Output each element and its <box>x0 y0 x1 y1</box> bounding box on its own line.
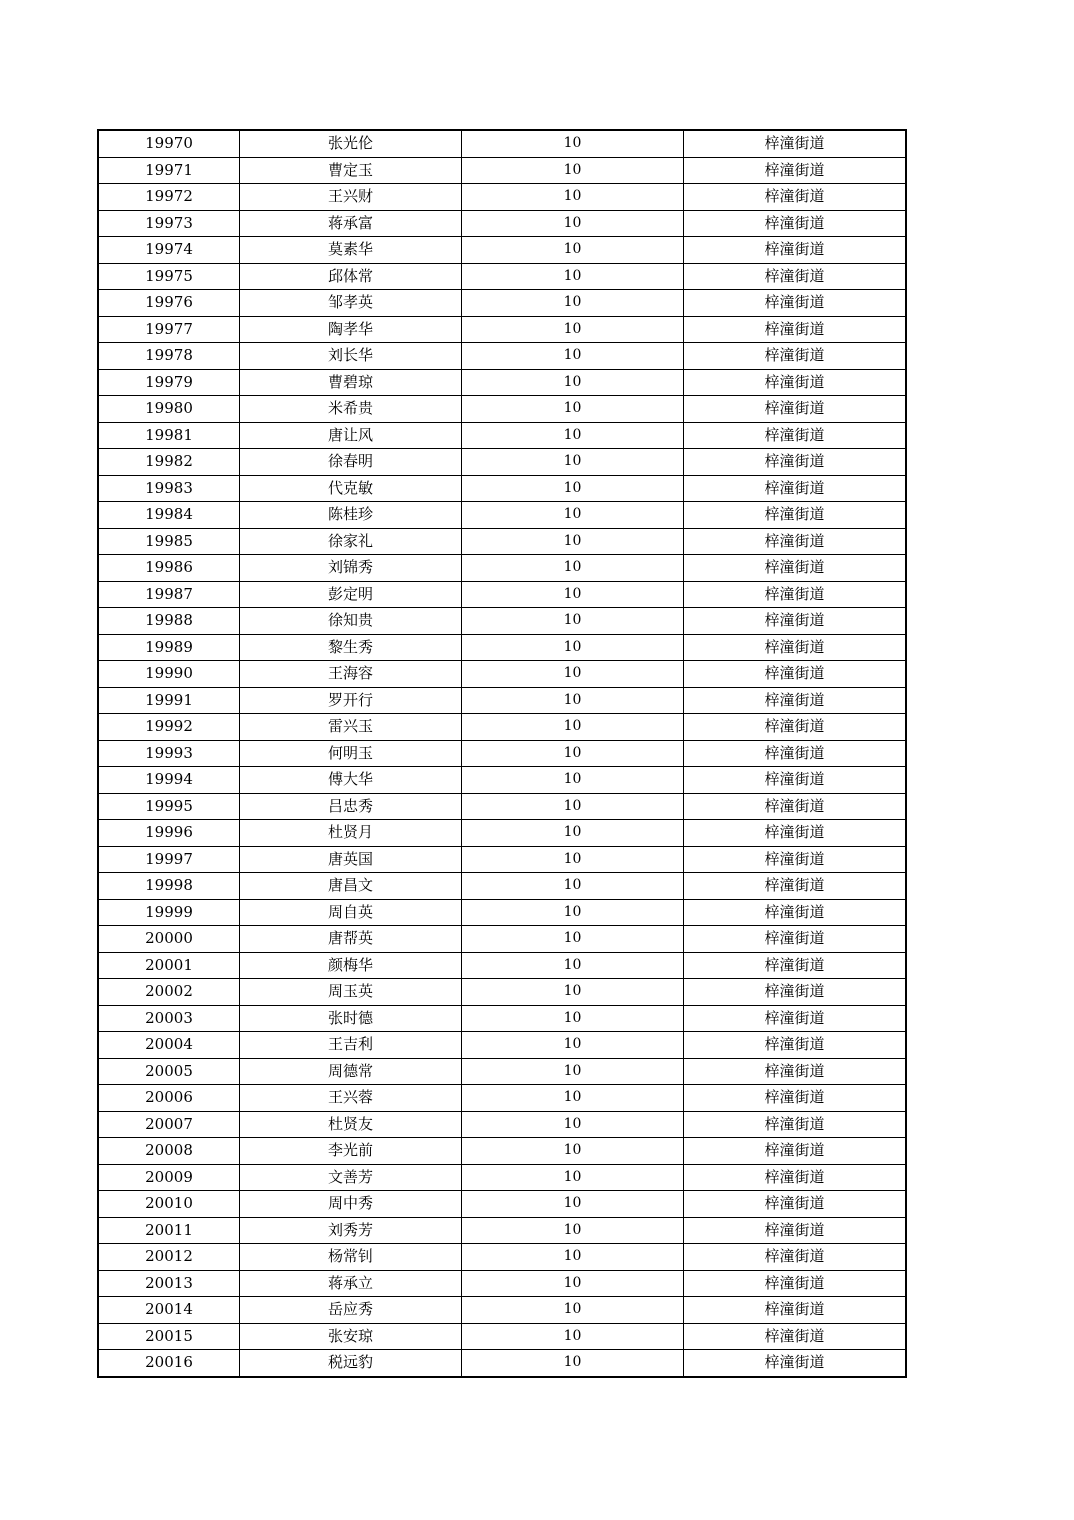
table-row <box>98 634 906 661</box>
table-row <box>98 555 906 582</box>
table-row <box>98 873 906 900</box>
cell-amount: 10 <box>462 687 684 714</box>
cell-street: 梓潼街道 <box>684 157 907 184</box>
cell-amount: 10 <box>462 846 684 873</box>
cell-person-name: 邹孝英 <box>240 290 462 317</box>
cell-serial-number: 20001 <box>98 952 240 979</box>
cell-street: 梓潼街道 <box>684 422 907 449</box>
cell-person-name: 杜贤月 <box>240 820 462 847</box>
cell-amount: 10 <box>462 475 684 502</box>
table-row <box>98 1217 906 1244</box>
cell-amount: 10 <box>462 1111 684 1138</box>
cell-street: 梓潼街道 <box>684 290 907 317</box>
cell-person-name: 李光前 <box>240 1138 462 1165</box>
cell-person-name: 税远豹 <box>240 1350 462 1377</box>
table-row <box>98 581 906 608</box>
cell-person-name: 王吉利 <box>240 1032 462 1059</box>
cell-serial-number: 19991 <box>98 687 240 714</box>
cell-street: 梓潼街道 <box>684 740 907 767</box>
cell-person-name: 刘锦秀 <box>240 555 462 582</box>
cell-amount: 10 <box>462 1058 684 1085</box>
cell-street: 梓潼街道 <box>684 343 907 370</box>
cell-person-name: 王海容 <box>240 661 462 688</box>
table-row <box>98 846 906 873</box>
cell-serial-number: 20003 <box>98 1005 240 1032</box>
cell-street: 梓潼街道 <box>684 979 907 1006</box>
table-row <box>98 952 906 979</box>
cell-person-name: 米希贵 <box>240 396 462 423</box>
table-row <box>98 1032 906 1059</box>
cell-person-name: 颜梅华 <box>240 952 462 979</box>
cell-street: 梓潼街道 <box>684 714 907 741</box>
cell-amount: 10 <box>462 343 684 370</box>
cell-serial-number: 20007 <box>98 1111 240 1138</box>
cell-amount: 10 <box>462 1191 684 1218</box>
cell-amount: 10 <box>462 1323 684 1350</box>
table-row <box>98 1350 906 1377</box>
cell-street: 梓潼街道 <box>684 210 907 237</box>
cell-person-name: 唐昌文 <box>240 873 462 900</box>
cell-serial-number: 20012 <box>98 1244 240 1271</box>
cell-serial-number: 19994 <box>98 767 240 794</box>
cell-serial-number: 19983 <box>98 475 240 502</box>
table-row <box>98 475 906 502</box>
cell-street: 梓潼街道 <box>684 130 907 157</box>
cell-serial-number: 20008 <box>98 1138 240 1165</box>
cell-amount: 10 <box>462 1244 684 1271</box>
table-row <box>98 1058 906 1085</box>
table-row <box>98 237 906 264</box>
table-row <box>98 793 906 820</box>
table-row <box>98 130 906 157</box>
cell-person-name: 徐家礼 <box>240 528 462 555</box>
cell-person-name: 蒋承立 <box>240 1270 462 1297</box>
cell-person-name: 曹定玉 <box>240 157 462 184</box>
cell-street: 梓潼街道 <box>684 1270 907 1297</box>
cell-amount: 10 <box>462 237 684 264</box>
cell-amount: 10 <box>462 184 684 211</box>
cell-person-name: 王兴财 <box>240 184 462 211</box>
cell-serial-number: 19970 <box>98 130 240 157</box>
cell-person-name: 陈桂珍 <box>240 502 462 529</box>
cell-street: 梓潼街道 <box>684 316 907 343</box>
cell-serial-number: 19974 <box>98 237 240 264</box>
cell-amount: 10 <box>462 952 684 979</box>
cell-serial-number: 19998 <box>98 873 240 900</box>
table-row <box>98 1191 906 1218</box>
cell-serial-number: 19989 <box>98 634 240 661</box>
cell-serial-number: 19979 <box>98 369 240 396</box>
cell-street: 梓潼街道 <box>684 608 907 635</box>
cell-serial-number: 20005 <box>98 1058 240 1085</box>
cell-person-name: 周玉英 <box>240 979 462 1006</box>
table-row <box>98 661 906 688</box>
cell-amount: 10 <box>462 1032 684 1059</box>
table-row <box>98 1270 906 1297</box>
cell-serial-number: 20009 <box>98 1164 240 1191</box>
table-row <box>98 343 906 370</box>
cell-person-name: 曹碧琼 <box>240 369 462 396</box>
table-row <box>98 714 906 741</box>
cell-street: 梓潼街道 <box>684 1217 907 1244</box>
table-row <box>98 608 906 635</box>
cell-amount: 10 <box>462 740 684 767</box>
cell-serial-number: 20015 <box>98 1323 240 1350</box>
cell-street: 梓潼街道 <box>684 555 907 582</box>
cell-person-name: 周中秀 <box>240 1191 462 1218</box>
table-row <box>98 740 906 767</box>
cell-street: 梓潼街道 <box>684 926 907 953</box>
table-row <box>98 820 906 847</box>
cell-amount: 10 <box>462 449 684 476</box>
table-row <box>98 767 906 794</box>
table-row <box>98 899 906 926</box>
table-row <box>98 1244 906 1271</box>
cell-street: 梓潼街道 <box>684 449 907 476</box>
cell-serial-number: 20004 <box>98 1032 240 1059</box>
cell-serial-number: 19971 <box>98 157 240 184</box>
cell-amount: 10 <box>462 157 684 184</box>
cell-serial-number: 19999 <box>98 899 240 926</box>
cell-street: 梓潼街道 <box>684 820 907 847</box>
table-row <box>98 1297 906 1324</box>
cell-street: 梓潼街道 <box>684 661 907 688</box>
cell-amount: 10 <box>462 1085 684 1112</box>
cell-serial-number: 19976 <box>98 290 240 317</box>
cell-street: 梓潼街道 <box>684 1244 907 1271</box>
cell-person-name: 周自英 <box>240 899 462 926</box>
cell-amount: 10 <box>462 899 684 926</box>
table-row <box>98 290 906 317</box>
cell-amount: 10 <box>462 581 684 608</box>
cell-serial-number: 20006 <box>98 1085 240 1112</box>
cell-street: 梓潼街道 <box>684 1058 907 1085</box>
cell-amount: 10 <box>462 608 684 635</box>
table-row <box>98 210 906 237</box>
cell-serial-number: 20011 <box>98 1217 240 1244</box>
cell-amount: 10 <box>462 926 684 953</box>
cell-serial-number: 20013 <box>98 1270 240 1297</box>
cell-amount: 10 <box>462 634 684 661</box>
cell-amount: 10 <box>462 1217 684 1244</box>
cell-street: 梓潼街道 <box>684 1191 907 1218</box>
cell-street: 梓潼街道 <box>684 528 907 555</box>
cell-amount: 10 <box>462 1297 684 1324</box>
cell-person-name: 邱体常 <box>240 263 462 290</box>
cell-person-name: 何明玉 <box>240 740 462 767</box>
cell-street: 梓潼街道 <box>684 502 907 529</box>
cell-amount: 10 <box>462 1270 684 1297</box>
table-row <box>98 1085 906 1112</box>
cell-person-name: 岳应秀 <box>240 1297 462 1324</box>
cell-serial-number: 19990 <box>98 661 240 688</box>
cell-serial-number: 19992 <box>98 714 240 741</box>
cell-street: 梓潼街道 <box>684 184 907 211</box>
cell-street: 梓潼街道 <box>684 1085 907 1112</box>
cell-street: 梓潼街道 <box>684 1005 907 1032</box>
table-row <box>98 687 906 714</box>
table-row <box>98 1111 906 1138</box>
cell-street: 梓潼街道 <box>684 634 907 661</box>
cell-serial-number: 19985 <box>98 528 240 555</box>
cell-person-name: 文善芳 <box>240 1164 462 1191</box>
cell-street: 梓潼街道 <box>684 1323 907 1350</box>
cell-amount: 10 <box>462 714 684 741</box>
table-row <box>98 157 906 184</box>
table-row <box>98 449 906 476</box>
table-row <box>98 528 906 555</box>
cell-amount: 10 <box>462 316 684 343</box>
cell-person-name: 张时德 <box>240 1005 462 1032</box>
cell-street: 梓潼街道 <box>684 237 907 264</box>
table-row <box>98 263 906 290</box>
cell-serial-number: 19973 <box>98 210 240 237</box>
cell-amount: 10 <box>462 661 684 688</box>
cell-person-name: 莫素华 <box>240 237 462 264</box>
cell-person-name: 彭定明 <box>240 581 462 608</box>
table-row <box>98 1164 906 1191</box>
cell-street: 梓潼街道 <box>684 873 907 900</box>
cell-street: 梓潼街道 <box>684 581 907 608</box>
cell-amount: 10 <box>462 263 684 290</box>
cell-serial-number: 19986 <box>98 555 240 582</box>
cell-serial-number: 19993 <box>98 740 240 767</box>
cell-amount: 10 <box>462 767 684 794</box>
cell-amount: 10 <box>462 422 684 449</box>
table-row <box>98 396 906 423</box>
cell-person-name: 唐帮英 <box>240 926 462 953</box>
cell-serial-number: 20010 <box>98 1191 240 1218</box>
cell-serial-number: 20000 <box>98 926 240 953</box>
cell-amount: 10 <box>462 1005 684 1032</box>
cell-amount: 10 <box>462 396 684 423</box>
table-row <box>98 1323 906 1350</box>
cell-amount: 10 <box>462 793 684 820</box>
cell-person-name: 刘秀芳 <box>240 1217 462 1244</box>
cell-serial-number: 19977 <box>98 316 240 343</box>
cell-street: 梓潼街道 <box>684 1164 907 1191</box>
table-row <box>98 369 906 396</box>
cell-person-name: 杜贤友 <box>240 1111 462 1138</box>
cell-person-name: 唐让风 <box>240 422 462 449</box>
cell-serial-number: 20016 <box>98 1350 240 1377</box>
cell-street: 梓潼街道 <box>684 899 907 926</box>
cell-person-name: 黎生秀 <box>240 634 462 661</box>
cell-person-name: 杨常钊 <box>240 1244 462 1271</box>
cell-serial-number: 19984 <box>98 502 240 529</box>
cell-person-name: 唐英国 <box>240 846 462 873</box>
cell-serial-number: 19978 <box>98 343 240 370</box>
cell-serial-number: 19995 <box>98 793 240 820</box>
table-row <box>98 1005 906 1032</box>
cell-street: 梓潼街道 <box>684 475 907 502</box>
cell-amount: 10 <box>462 528 684 555</box>
table-body <box>98 130 906 1377</box>
cell-person-name: 张安琼 <box>240 1323 462 1350</box>
cell-amount: 10 <box>462 873 684 900</box>
cell-street: 梓潼街道 <box>684 1138 907 1165</box>
table-row <box>98 1138 906 1165</box>
cell-person-name: 徐春明 <box>240 449 462 476</box>
cell-street: 梓潼街道 <box>684 952 907 979</box>
cell-person-name: 吕忠秀 <box>240 793 462 820</box>
cell-street: 梓潼街道 <box>684 846 907 873</box>
table-row <box>98 184 906 211</box>
cell-amount: 10 <box>462 1164 684 1191</box>
cell-serial-number: 19988 <box>98 608 240 635</box>
cell-street: 梓潼街道 <box>684 1111 907 1138</box>
cell-serial-number: 20002 <box>98 979 240 1006</box>
cell-amount: 10 <box>462 555 684 582</box>
table-row <box>98 502 906 529</box>
cell-serial-number: 19987 <box>98 581 240 608</box>
cell-street: 梓潼街道 <box>684 1032 907 1059</box>
cell-person-name: 徐知贵 <box>240 608 462 635</box>
cell-person-name: 陶孝华 <box>240 316 462 343</box>
cell-street: 梓潼街道 <box>684 263 907 290</box>
cell-person-name: 傅大华 <box>240 767 462 794</box>
cell-serial-number: 19982 <box>98 449 240 476</box>
cell-person-name: 王兴蓉 <box>240 1085 462 1112</box>
table-row <box>98 422 906 449</box>
cell-amount: 10 <box>462 1138 684 1165</box>
cell-serial-number: 19981 <box>98 422 240 449</box>
cell-amount: 10 <box>462 210 684 237</box>
cell-person-name: 蒋承富 <box>240 210 462 237</box>
cell-amount: 10 <box>462 130 684 157</box>
cell-serial-number: 19975 <box>98 263 240 290</box>
cell-amount: 10 <box>462 502 684 529</box>
cell-amount: 10 <box>462 369 684 396</box>
cell-person-name: 罗开行 <box>240 687 462 714</box>
table-row <box>98 979 906 1006</box>
cell-serial-number: 19996 <box>98 820 240 847</box>
table-row <box>98 316 906 343</box>
data-table <box>97 129 907 1378</box>
cell-person-name: 代克敏 <box>240 475 462 502</box>
cell-person-name: 周德常 <box>240 1058 462 1085</box>
cell-person-name: 雷兴玉 <box>240 714 462 741</box>
table-row <box>98 926 906 953</box>
cell-amount: 10 <box>462 290 684 317</box>
cell-serial-number: 19997 <box>98 846 240 873</box>
cell-street: 梓潼街道 <box>684 396 907 423</box>
cell-amount: 10 <box>462 1350 684 1377</box>
cell-serial-number: 20014 <box>98 1297 240 1324</box>
cell-street: 梓潼街道 <box>684 369 907 396</box>
cell-person-name: 刘长华 <box>240 343 462 370</box>
cell-street: 梓潼街道 <box>684 793 907 820</box>
cell-serial-number: 19972 <box>98 184 240 211</box>
cell-amount: 10 <box>462 820 684 847</box>
cell-serial-number: 19980 <box>98 396 240 423</box>
cell-street: 梓潼街道 <box>684 687 907 714</box>
cell-street: 梓潼街道 <box>684 1297 907 1324</box>
cell-street: 梓潼街道 <box>684 767 907 794</box>
cell-person-name: 张光伦 <box>240 130 462 157</box>
cell-street: 梓潼街道 <box>684 1350 907 1377</box>
cell-amount: 10 <box>462 979 684 1006</box>
